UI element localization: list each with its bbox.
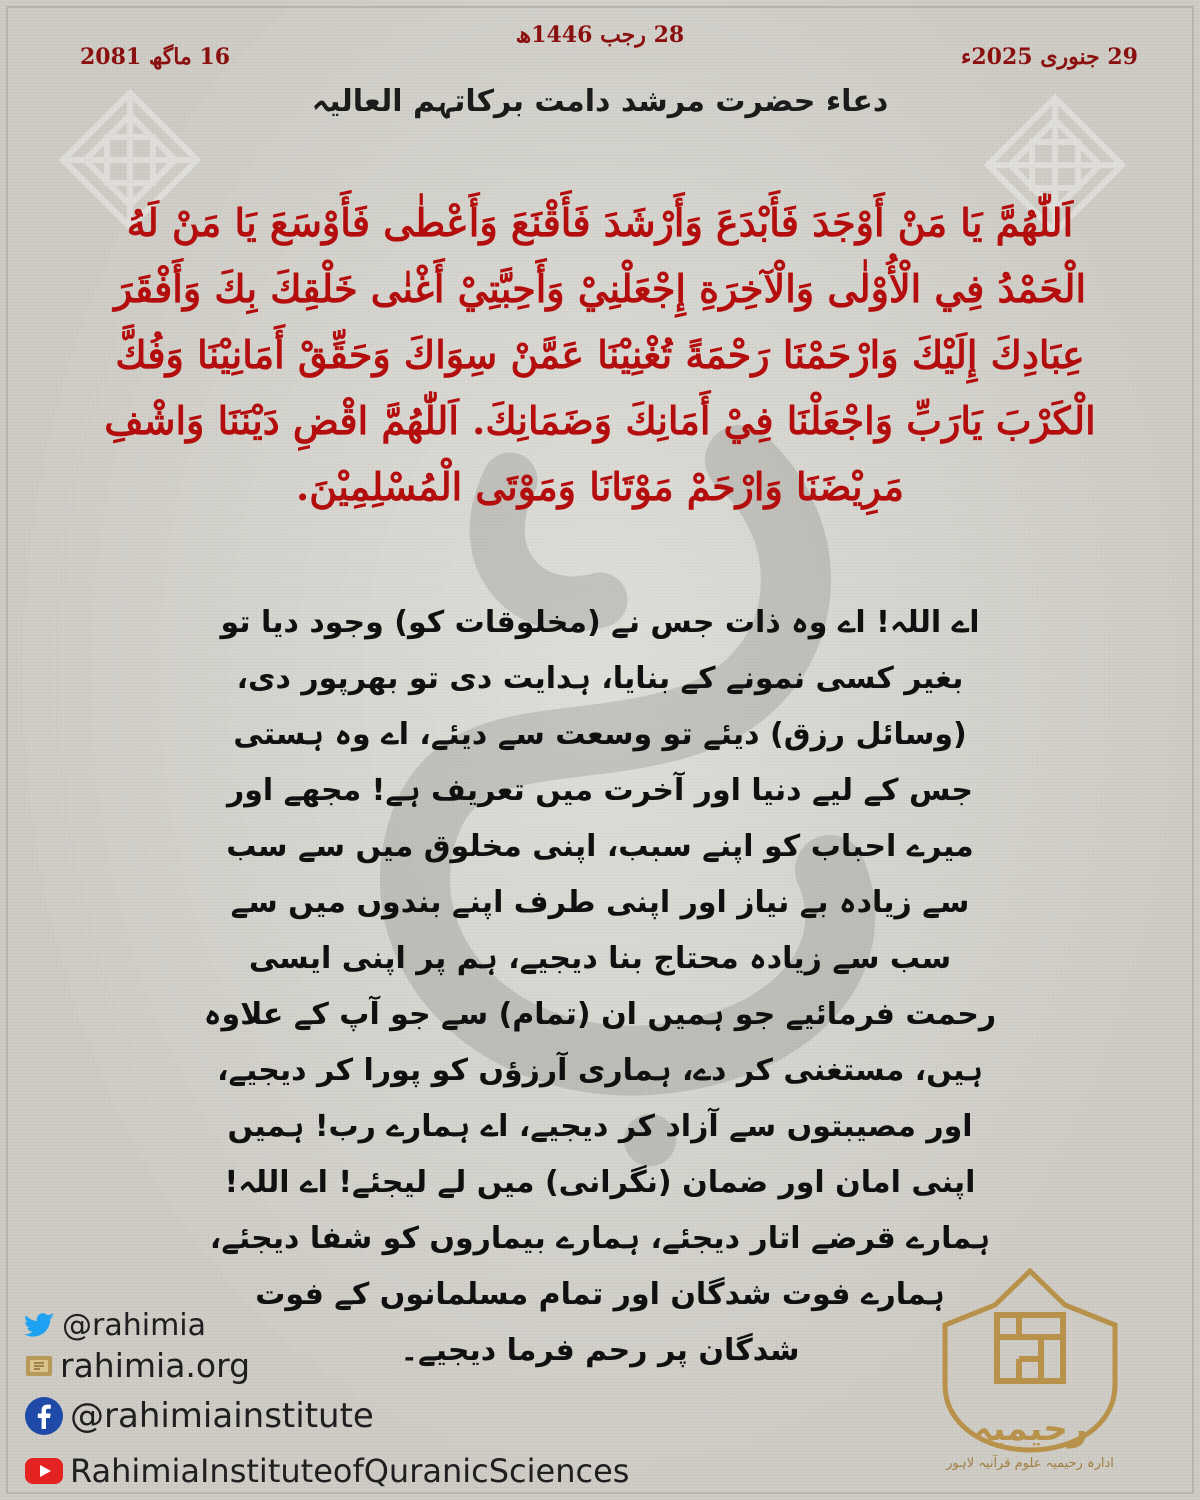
logo-title: رحیمیہ (972, 1409, 1088, 1449)
gregorian-date: 29 جنوری 2025ء (961, 44, 1138, 70)
twitter-icon (24, 1312, 56, 1340)
website-icon (24, 1353, 54, 1379)
arabic-dua-text: اَللّٰهُمَّ يَا مَنْ أَوْجَدَ فَأَبْدَعَ وَأَرْشَدَ فَأَقْنَعَ وَأَعْطٰى فَأَوْسَعَ يَا مَنْ لَهُ الْحَمْدُ فِي الْأُوْلٰى وَالْآخِرَةِ إِجْعَلْنِيْ وَأَحِبَّتِيْ أَغْنٰى خَلْقِكَ بِكَ وَأَفْقَرَ عِبَادِكَ إِلَيْكَ وَارْحَمْنَا رَحْمَةً تُغْنِيْنَا عَمَّنْ سِوَاكَ وَحَقِّقْ أَمَانِيْنَا وَفُكَّ الْكَرْبَ يَارَبِّ وَاجْعَلْنَا فِيْ أَمَانِكَ وَضَمَانِكَ. اَللّٰهُمَّ اقْضِ دَيْنَنَا وَاشْفِ مَرِيْضَنَا وَارْحَمْ مَوْتَانَا وَمَوْتَى الْمُسْلِمِيْنَ. (104, 200, 1096, 509)
youtube-text: RahimiaInstituteofQuranicSciences (70, 1452, 630, 1490)
facebook-icon (24, 1396, 64, 1436)
facebook-handle[interactable] (24, 1396, 374, 1436)
website-text: rahimia.org (60, 1346, 251, 1385)
facebook-text: @rahimiainstitute (70, 1396, 374, 1436)
website-link[interactable] (24, 1346, 250, 1385)
urdu-translation-text: اے اللہ! اے وہ ذات جس نے (مخلوقات کو) وجود دیا تو بغیر کسی نمونے کے بنایا، ہدایت دی تو بھرپور دی، (وسائل رزق) دیئے تو وسعت سے دیئے، اے وہ ہستی جس کے لیے دنیا اور آخرت میں تعریف ہے! مجھے اور میرے احباب کو اپنے سبب، اپنی مخلوق میں سے سب سے زیادہ بے نیاز اور اپنی طرف اپنے بندوں میں سے سب سے زیادہ محتاج بنا دیجیے، ہم پر اپنی ایسی رحمت فرمائیے جو ہمیں ان (تمام) سے جو آپ کے علاوہ ہیں، مستغنی کر دے، ہماری آرزؤں کو پورا کر دیجیے، اور مصیبتوں سے آزاد کر دیجیے، اے ہمارے رب! ہمیں اپنی امان اور ضمان (نگرانی) میں لے لیجئے! اے اللہ! ہمارے قرضے اتار دیجئے، ہمارے بیماروں کو شفا دیجئے، ہمارے فوت شدگان اور تمام مسلمانوں کے فوت شدگان پر رحم فرما دیجیے۔ (203, 605, 997, 1368)
desi-date: 16 ماگھ 2081 (80, 44, 231, 70)
logo-subtitle: ادارہ رحیمیہ علوم قرآنیہ لاہور (946, 1456, 1114, 1471)
twitter-handle[interactable] (24, 1308, 206, 1343)
hijri-date: 28 رجب 1446ھ (515, 22, 685, 48)
twitter-handle-text: @rahimia (62, 1308, 207, 1343)
youtube-channel[interactable] (24, 1452, 629, 1490)
dua-heading: دعاء حضرت مرشد دامت برکاتہم العالیہ (311, 84, 889, 119)
youtube-icon (24, 1456, 64, 1486)
